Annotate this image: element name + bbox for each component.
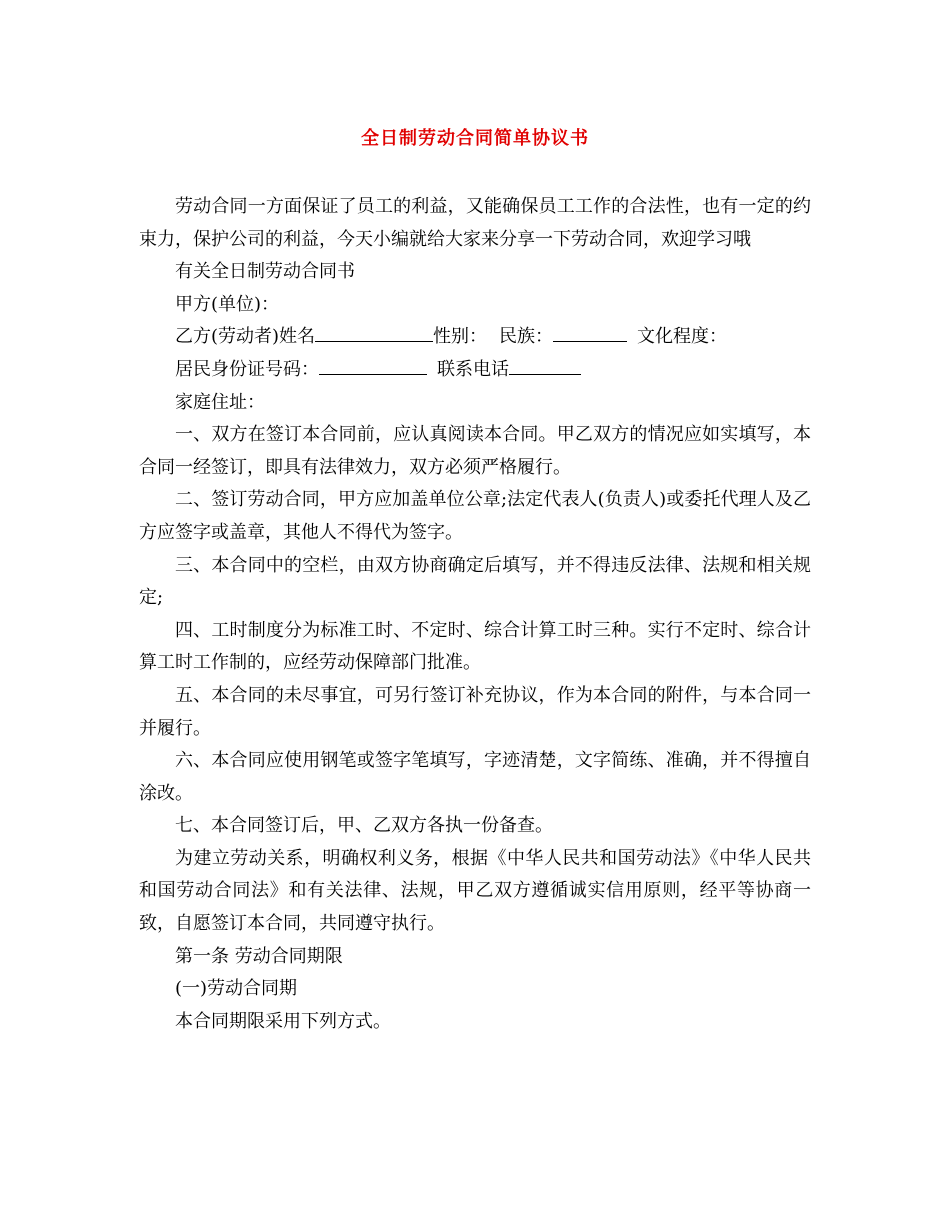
clause-4: 四、工时制度分为标准工时、不定时、综合计算工时三种。实行不定时、综合计算工时工作制的，应经劳动保障部门批准。 [139, 619, 811, 674]
clause-3: 三、本合同中的空栏，由双方协商确定后填写，并不得违反法律、法规和相关规定; [139, 554, 811, 609]
education-label: 文化程度： [637, 326, 728, 348]
intro-paragraph: 劳动合同一方面保证了员工的利益，又能确保员工工作的合法性，也有一定的约束力，保护公司的利益，今天小编就给大家来分享一下劳动合同，欢迎学习哦 [139, 196, 811, 250]
name-blank[interactable] [315, 323, 433, 342]
clause-6: 六、本合同应使用钢笔或签字笔填写，字迹清楚，文字简练、准确，并不得擅自涂改。 [139, 750, 811, 804]
subtitle-line: 有关全日制劳动合同书 [175, 261, 355, 283]
clause-1: 一、双方在签订本合同前，应认真阅读本合同。甲乙双方的情况应如实填写，本合同一经签订，即具有法律效力，双方必须严格履行。 [139, 424, 811, 478]
party-a-line: 甲方(单位)： [175, 293, 280, 315]
ethnicity-blank[interactable] [553, 323, 627, 342]
phone-blank[interactable] [509, 356, 581, 375]
article-1-text: 本合同期限采用下列方式。 [175, 1010, 391, 1032]
clause-5: 五、本合同的未尽事宜，可另行签订补充协议，作为本合同的附件，与本合同一并履行。 [139, 684, 811, 739]
document-body [139, 191, 811, 1038]
party-b-line [139, 321, 811, 354]
name-label: 乙方(劳动者)姓名 [175, 326, 316, 348]
preamble-paragraph: 为建立劳动关系，明确权利义务，根据《中华人民共和国劳动法》《中华人民共和国劳动合同法》和有关法律、法规，甲乙双方遵循诚实信用原则，经平等协商一致，自愿签订本合同，共同遵守执行。 [139, 847, 811, 935]
clause-2: 二、签订劳动合同，甲方应加盖单位公章;法定代表人(负责人)或委托代理人及乙方应签字或盖章，其他人不得代为签字。 [139, 489, 811, 543]
id-line [139, 354, 811, 387]
phone-label: 联系电话 [437, 358, 509, 380]
document-title: 全日制劳动合同简单协议书 [361, 128, 589, 149]
ethnicity-label: 民族： [499, 326, 554, 348]
article-1-heading: 第一条 劳动合同期限 [175, 945, 343, 967]
address-line: 家庭住址： [175, 391, 265, 413]
article-1-subheading: (一)劳动合同期 [175, 978, 298, 1000]
id-blank[interactable] [319, 356, 427, 375]
gender-label: 性别： [433, 326, 488, 348]
id-label: 居民身份证号码： [175, 358, 319, 380]
clause-7: 七、本合同签订后，甲、乙双方各执一份备查。 [175, 815, 553, 837]
